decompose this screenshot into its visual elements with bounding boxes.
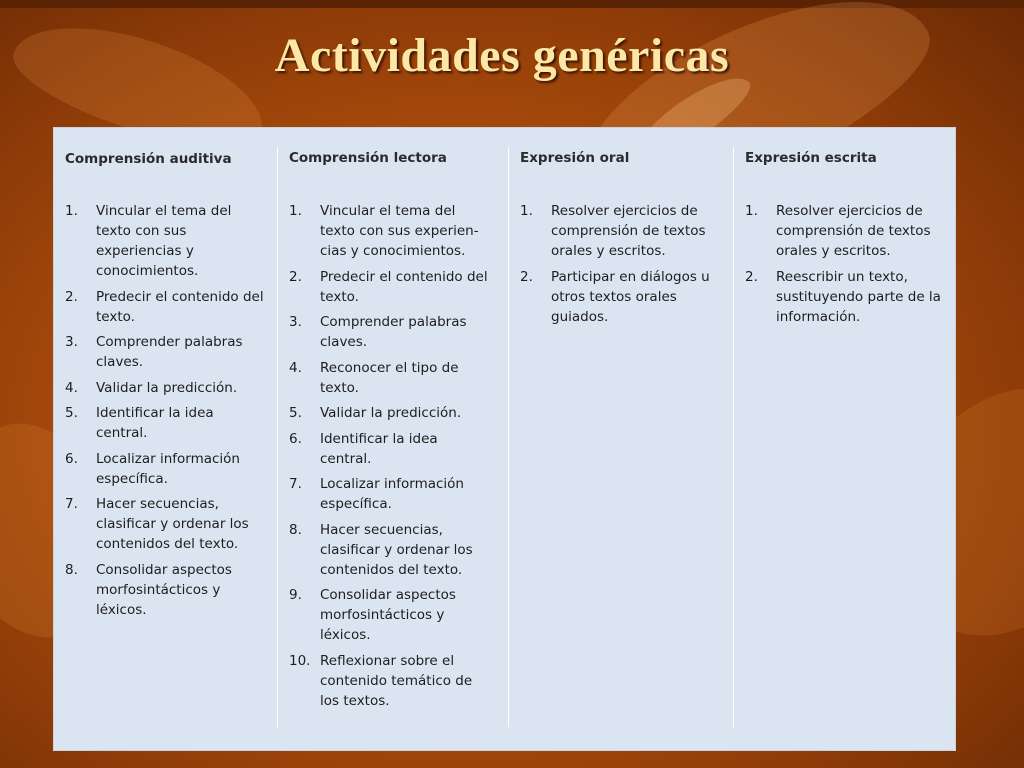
list-item (289, 585, 490, 645)
item-text: Localizar información específica. (320, 476, 464, 512)
item-number: 1. (745, 203, 758, 219)
item-number: 3. (289, 314, 302, 330)
list-item (520, 201, 727, 261)
list-item (289, 358, 490, 398)
list-item (289, 474, 490, 514)
list-item (289, 403, 490, 423)
column-header: Expresión oral (520, 150, 630, 166)
item-text: Vincular el tema del texto con sus experien-cias y conocimientos. (320, 203, 479, 259)
item-text: Participar en diálogos u otros textos orales guiados. (551, 268, 710, 325)
list-item (289, 267, 490, 307)
list-item (65, 403, 268, 443)
column-comprension-lectora (277, 127, 508, 751)
item-number: 4. (289, 359, 302, 376)
list-item (289, 312, 490, 352)
column-header: Comprensión lectora (289, 150, 447, 166)
item-number: 8. (289, 521, 302, 538)
item-number: 4. (65, 379, 78, 396)
item-text: Reescribir un texto, sustituyendo parte de la información. (776, 268, 941, 325)
item-text: Identificar la idea central. (320, 430, 438, 467)
list-item (65, 560, 268, 620)
list-item (65, 201, 268, 281)
item-text: Reflexionar sobre el contenido temático de los textos. (320, 652, 473, 709)
list-item (745, 201, 952, 261)
column-expresion-oral (508, 127, 733, 751)
item-number: 6. (65, 450, 78, 467)
item-number: 10. (289, 652, 311, 669)
list-item (289, 651, 490, 711)
column-header: Expresión escrita (745, 150, 877, 166)
list-item (745, 267, 952, 327)
item-text: Validar la predicción. (320, 405, 462, 421)
activities-table (53, 127, 956, 751)
item-text: Comprender palabras claves. (96, 334, 243, 370)
list-item (65, 332, 268, 372)
item-number: 5. (289, 405, 302, 421)
item-number: 6. (289, 430, 302, 447)
item-number: 1. (65, 203, 78, 219)
item-text: Predecir el contenido del texto. (96, 288, 264, 325)
list-item (289, 520, 490, 580)
list-item (65, 287, 268, 327)
item-number: 2. (65, 288, 78, 305)
item-number: 7. (289, 476, 302, 492)
list-item (289, 201, 490, 261)
item-number: 1. (289, 203, 302, 219)
item-number: 2. (520, 268, 533, 285)
item-text: Comprender palabras claves. (320, 314, 467, 350)
column-comprension-auditiva (53, 127, 277, 751)
item-text: Hacer secuencias, clasificar y ordenar los contenidos del texto. (320, 521, 473, 578)
item-text: Consolidar aspectos morfosintácticos y léxicos. (96, 561, 232, 618)
activity-list (745, 201, 952, 332)
item-text: Resolver ejercicios de comprensión de textos orales y escritos. (551, 203, 706, 259)
list-item (65, 494, 268, 554)
item-number: 8. (65, 561, 78, 578)
list-item (520, 267, 727, 327)
list-item (65, 378, 268, 398)
item-number: 2. (289, 268, 302, 285)
item-text: Predecir el contenido del texto. (320, 268, 488, 305)
item-text: Vincular el tema del texto con sus experiencias y conocimientos. (96, 203, 232, 279)
item-text: Localizar información específica. (96, 450, 240, 487)
activity-list (65, 201, 268, 625)
list-item (65, 449, 268, 489)
item-number: 7. (65, 496, 78, 512)
slide-title: Actividades genéricas (274, 29, 730, 82)
item-text: Reconocer el tipo de texto. (320, 359, 459, 396)
column-header: Comprensión auditiva (65, 151, 232, 167)
item-text: Consolidar aspectos morfosintácticos y léxicos. (320, 587, 456, 643)
column-expresion-escrita (733, 127, 956, 751)
activity-list (289, 201, 490, 716)
item-number: 3. (65, 334, 78, 350)
item-number: 9. (289, 587, 302, 603)
item-number: 2. (745, 268, 758, 285)
activity-list (520, 201, 727, 332)
item-number: 1. (520, 203, 533, 219)
item-text: Resolver ejercicios de comprensión de textos orales y escritos. (776, 203, 931, 259)
item-text: Identificar la idea central. (96, 405, 214, 441)
list-item (289, 429, 490, 469)
item-text: Validar la predicción. (96, 379, 238, 396)
item-number: 5. (65, 405, 78, 421)
item-text: Hacer secuencias, clasificar y ordenar los contenidos del texto. (96, 496, 249, 552)
